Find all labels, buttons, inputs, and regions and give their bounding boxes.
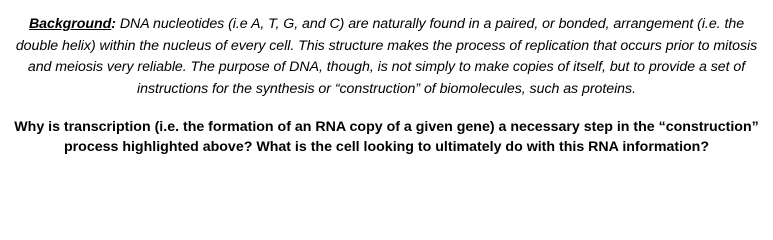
background-label-colon: : [111, 16, 116, 32]
background-paragraph [14, 14, 759, 100]
question-text: Why is transcription (i.e. the formation of an RNA copy of a given gene) a necessary step in the “construction” process highlighted above? What is the cell looking to ultimately do with this RNA information? [14, 119, 759, 156]
background-text: DNA nucleotides (i.e A, T, G, and C) are naturally found in a paired, or bonded, arrangement (i.e. the double helix) within the nucleus of every cell. This structure makes the process of replication that occurs prior to mitosis and meiosis very reliable. The purpose of DNA, though, is not simply to make copies of itself, but to provide a set of instructions for the synthesis or “construction” of biomolecules, such as proteins. [15, 16, 758, 97]
background-label: Background [28, 16, 112, 32]
